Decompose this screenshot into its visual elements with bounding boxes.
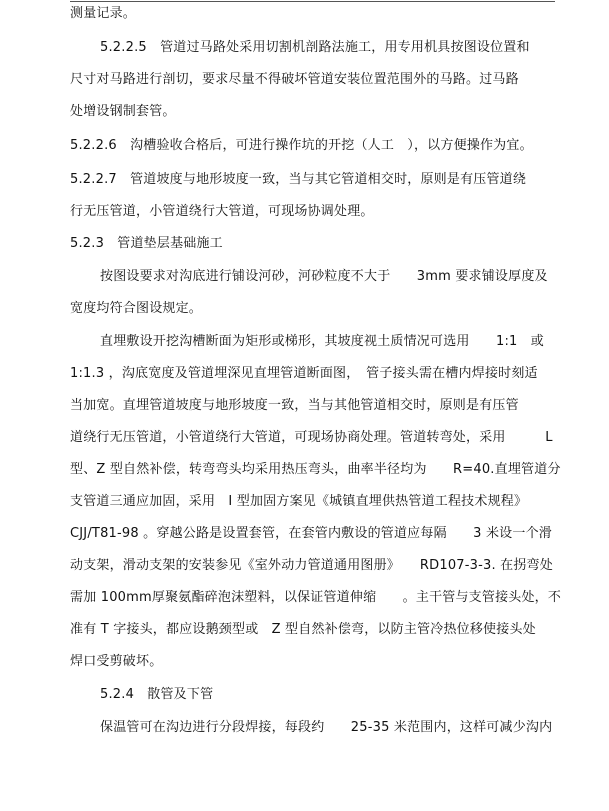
- section-5-2-2-6: 5.2.2.6 沟槽验收合格后，可进行操作坑的开挖（人工 ），以方便操作为宜。: [70, 138, 533, 153]
- text-line: 型、Z 型自然补偿，转弯弯头均采用热压弯头，曲率半径均为 R=40.直埋管道分: [70, 462, 561, 477]
- page-top-rule: [70, 1, 555, 2]
- section-heading-5-2-4: 5.2.4 散管及下管: [100, 687, 214, 702]
- text-line: 动支架，滑动支架的安装参见《室外动力管道通用图册》 RD107-3-3. 在拐弯处: [70, 558, 553, 573]
- text-line: 需加 100mm厚聚氨酯碎泡沫塑料，以保证管道伸缩 。主干管与支管接头处，不: [70, 590, 562, 605]
- text-line: 道绕行无压管道，小管道绕行大管道，可现场协商处理。管道转弯处，采用 L: [70, 430, 553, 445]
- text-line: 支管道三通应加固，采用 I 型加固方案见《城镇直埋供热管道工程技术规程》: [70, 494, 528, 509]
- text-line: 当加宽。直埋管道坡度与地形坡度一致，当与其他管道相交时，原则是有压管: [70, 398, 519, 413]
- text-line: 准有 T 字接头，都应设鹅颈型或 Z 型自然补偿弯，以防主管冷热位移使接头处: [70, 622, 536, 637]
- paragraph-start: 按图设要求对沟底进行铺设河砂，河砂粒度不大于 3mm 要求铺设厚度及: [100, 269, 548, 284]
- text-line: 处增设钢制套管。: [70, 104, 176, 119]
- text-line: 1:1.3 ，沟底宽度及管道埋深见直埋管道断面图， 管子接头需在槽内焊接时刻适: [70, 366, 538, 381]
- text-line: 宽度均符合图设规定。: [70, 301, 203, 316]
- paragraph-start: 直埋敷设开挖沟槽断面为矩形或梯形，其坡度视土质情况可选用 1:1 或: [100, 334, 544, 349]
- text-line: 行无压管道，小管道绕行大管道，可现场协调处理。: [70, 204, 374, 219]
- text-line: 尺寸对马路进行剖切，要求尽量不得破坏管道安装位置范围外的马路。过马路: [70, 72, 519, 87]
- section-5-2-2-5: 5.2.2.5 管道过马路处采用切割机剖路法施工，用专用机具按图设位置和: [100, 40, 530, 55]
- paragraph-start: 保温管可在沟边进行分段焊接，每段约 25-35 米范围内，这样可减少沟内: [100, 720, 553, 735]
- text-line: 焊口受剪破坏。: [70, 654, 163, 669]
- text-line: CJJ/T81-98 。穿越公路是设置套管，在套管内敷设的管道应每隔 3 米设一个滑: [70, 526, 552, 541]
- section-heading-5-2-3: 5.2.3 管道垫层基础施工: [70, 236, 223, 251]
- section-5-2-2-7: 5.2.2.7 管道坡度与地形坡度一致，当与其它管道相交时，原则是有压管道绕: [70, 172, 527, 187]
- text-line: 测量记录。: [70, 6, 137, 21]
